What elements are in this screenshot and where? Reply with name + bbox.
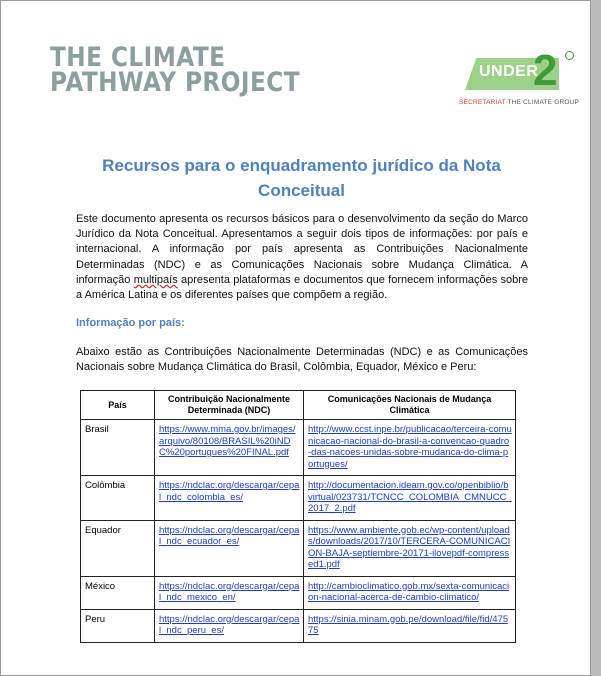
communications-link[interactable]: https://www.ambiente.gob.ec/wp-content/uploads/downloads/2017/10/TERCERA-COMUNICACION-BAJA-septiembre-20171-ilovepdf-compressed1.pdf — [308, 524, 511, 570]
section-heading: Informação por país: — [76, 317, 185, 329]
ndc-link[interactable]: https://ndclac.org/descargar/cepal_ndc_colombia_es/ — [159, 480, 300, 503]
climate-pathway-project-logo — [50, 42, 301, 98]
communications-link[interactable]: http://documentacion.ideam.gov.co/openbiblio/bvirtual/023731/TCNCC_COLOMBIA_CMNUCC_2017_2.pdf — [308, 480, 512, 514]
ndc-cell — [155, 576, 304, 609]
logo-line-1: THE CLIMATE — [50, 42, 226, 73]
communications-cell — [304, 576, 516, 609]
country-cell: Peru — [81, 609, 155, 642]
column-header-country: País — [81, 391, 155, 420]
under2-logo-text: UNDER — [479, 63, 539, 80]
section-description-line: Abaixo estão as Contribuições Nacionalmente Determinadas (NDC) e as Comunicações — [76, 346, 528, 358]
communications-cell — [304, 609, 516, 642]
spellcheck-word: multipaís — [133, 273, 178, 286]
under2-logo — [459, 47, 579, 109]
communications-link[interactable]: http://www.ccst.inpe.br/publicacao/terceira-comunicacao-nacional-do-brasil-a-convencao-quadro-das-nacoes-unidas-sobre-mudanca-do-clima-portugues/ — [308, 424, 512, 470]
table-row — [81, 609, 516, 642]
country-cell: México — [81, 576, 155, 609]
secretariat-caption — [459, 99, 579, 106]
ndc-link[interactable]: https://www.mma.gov.br/images/arquivo/80108/BRASIL%20iNDC%20portugues%20FINAL.pdf — [159, 424, 296, 458]
intro-line-multipais: informação multipaís apresenta plataformas e documentos que fornecem informações sobre — [76, 273, 528, 286]
communications-link[interactable]: https://sinia.minam.gob.pe/download/file/fid/47575 — [308, 613, 509, 636]
intro-line: Determinadas (NDC) e as Comunicações Nacionais sobre Mudança Climática. A — [76, 258, 528, 271]
country-cell: Colômbia — [81, 476, 155, 521]
under2-logo-number: 2 — [533, 46, 558, 95]
table-row — [81, 476, 516, 521]
country-cell: Equador — [81, 520, 155, 576]
table-header-row — [81, 391, 516, 420]
intro-line: Este documento apresenta os recursos básicos para o desenvolvimento da seção do Marco — [76, 213, 528, 225]
table-row — [81, 576, 516, 609]
title-line-2: Conceitual — [258, 181, 345, 200]
country-cell: Brasil — [81, 420, 155, 476]
communications-link[interactable]: http://cambioclimatico.gob.mx/sexta-comunicacion-nacional-acerca-de-cambio-climatico/ — [308, 580, 510, 603]
table-row — [81, 520, 516, 576]
ndc-cell — [155, 609, 304, 642]
document-title — [76, 153, 527, 203]
column-header-ndc: Contribuição Nacionalmente Determinada (NDC) — [155, 391, 304, 420]
ndc-cell — [155, 420, 304, 476]
ndc-cell — [155, 476, 304, 521]
secretariat-org: THE CLIMATE GROUP — [507, 99, 580, 106]
ndc-link[interactable]: https://ndclac.org/descargar/cepal_ndc_ecuador_es/ — [159, 524, 300, 547]
intro-paragraph — [76, 212, 528, 303]
section-description-line: Nacionais sobre Mudança Climática do Brasil, Colômbia, Equador, México e Peru: — [76, 361, 477, 374]
communications-cell — [304, 476, 516, 521]
intro-line: Jurídico da Nota Conceitual. Apresentamos a seguir dois tipos de informações: por país e — [76, 228, 528, 241]
ndc-cell — [155, 520, 304, 576]
secretariat-label: SECRETARIAT — [459, 99, 506, 106]
communications-cell — [304, 520, 516, 576]
table-body — [81, 420, 516, 643]
ndc-link[interactable]: https://ndclac.org/descargar/cepal_ndc_peru_es/ — [159, 613, 300, 636]
intro-line: internacional. A informação por país apresenta as Contribuições Nacionalmente — [76, 243, 528, 256]
logo-line-2: PATHWAY PROJECT — [50, 67, 301, 98]
ndc-table — [80, 390, 516, 643]
degree-circle-icon — [565, 51, 574, 60]
table-row — [81, 420, 516, 476]
section-description — [76, 345, 528, 375]
communications-cell — [304, 420, 516, 476]
ndc-link[interactable]: https://ndclac.org/descargar/cepal_ndc_mexico_en/ — [159, 580, 300, 603]
intro-line: a América Latina e os diferentes países que compõem a região. — [76, 289, 388, 302]
column-header-communications: Comunicações Nacionais de Mudança Climática — [304, 391, 516, 420]
title-line-1: Recursos para o enquadramento jurídico da Nota — [102, 156, 501, 175]
